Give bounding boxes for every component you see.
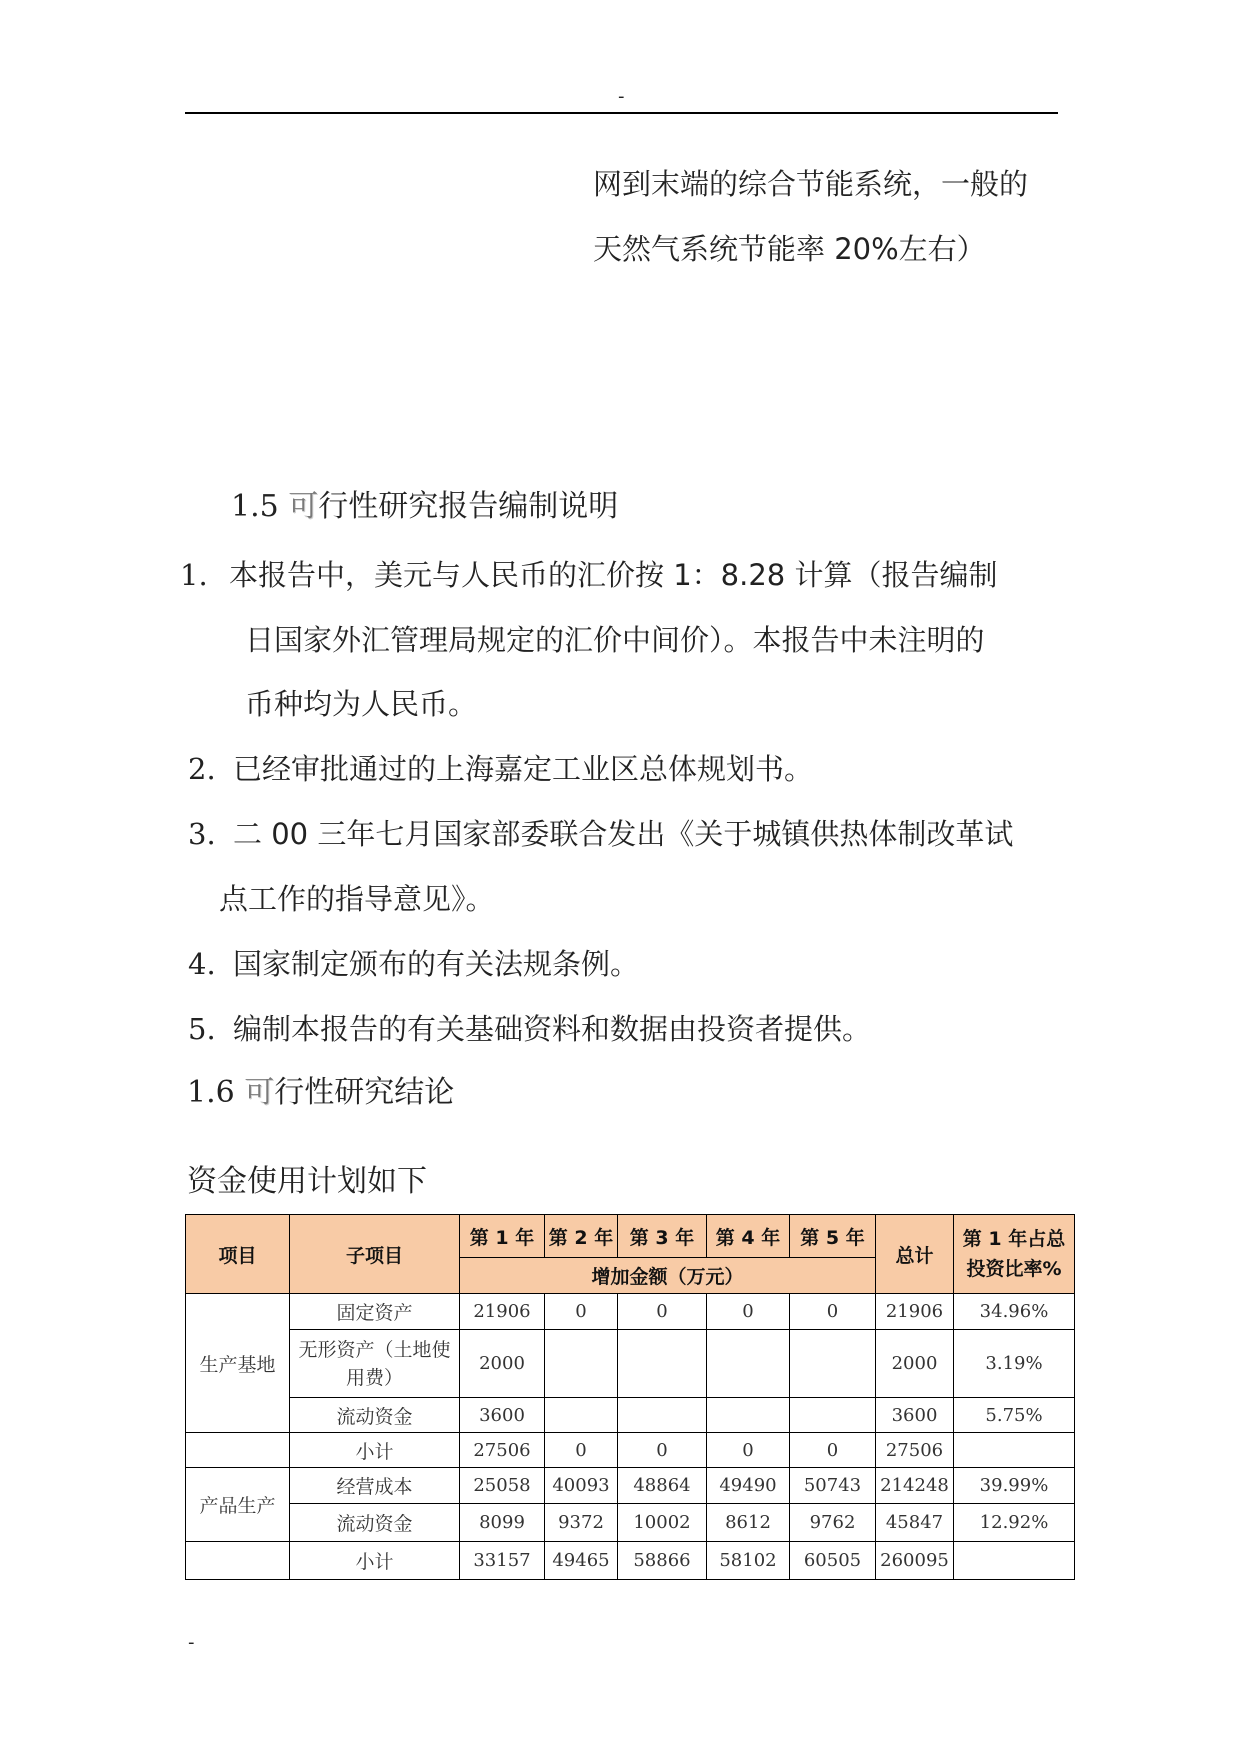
list-number-1: 1.: [180, 558, 208, 592]
list-number-3: 3.: [188, 817, 216, 851]
group-product-production: 产品生产: [186, 1468, 290, 1542]
subitem-cell: 小计: [290, 1433, 460, 1468]
total-cell: 260095: [876, 1542, 954, 1580]
value-cell: 27506: [460, 1433, 545, 1468]
value-cell: 0: [618, 1294, 707, 1330]
table-row: [186, 1330, 1075, 1398]
list-item-1-line-3: 币种均为人民币。: [245, 687, 478, 721]
subitem-cell: 流动资金: [290, 1398, 460, 1433]
value-cell: [545, 1398, 618, 1433]
table-row: [186, 1294, 1075, 1330]
list-number-4: 4.: [188, 947, 216, 981]
list-item-1-line-2: 日国家外汇管理局规定的汇价中间价）。本报告中未注明的: [245, 623, 985, 657]
section-title: 行性研究结论: [274, 1075, 455, 1110]
value-cell: 60505: [790, 1542, 876, 1580]
value-cell: [707, 1398, 790, 1433]
value-cell: 8612: [707, 1504, 790, 1542]
header-item: 项目: [186, 1215, 290, 1294]
ratio-cell: [954, 1542, 1075, 1580]
table-row: [186, 1504, 1075, 1542]
value-cell: [790, 1398, 876, 1433]
list-item-3-line-1: 二 00 三年七月国家部委联合发出《关于城镇供热体制改革试: [233, 817, 1014, 851]
header-ratio: [954, 1215, 1075, 1294]
value-cell: 0: [707, 1433, 790, 1468]
value-cell: 58102: [707, 1542, 790, 1580]
header-year-3: 第 3 年: [618, 1215, 707, 1258]
list-item-2-line-1: 已经审批通过的上海嘉定工业区总体规划书。: [233, 752, 814, 786]
value-cell: 10002: [618, 1504, 707, 1542]
value-cell: 0: [790, 1433, 876, 1468]
total-cell: 45847: [876, 1504, 954, 1542]
total-cell: 21906: [876, 1294, 954, 1330]
continuation-line-1: 网到末端的综合节能系统，一般的: [593, 167, 1029, 201]
value-cell: 9372: [545, 1504, 618, 1542]
group-production-base: 生产基地: [186, 1294, 290, 1433]
list-item-4-line-1: 国家制定颁布的有关法规条例。: [233, 947, 640, 981]
header-subitem: 子项目: [290, 1215, 460, 1294]
value-cell: 0: [707, 1294, 790, 1330]
list-item-1-line-1: 本报告中，美元与人民币的汇价按 1：8.28 计算（报告编制: [229, 558, 998, 592]
subitem-cell: [290, 1330, 460, 1398]
total-cell: 214248: [876, 1468, 954, 1504]
section-number: 1.5: [231, 489, 279, 524]
section-number: 1.6: [187, 1075, 235, 1110]
table-row: [186, 1398, 1075, 1433]
table-row: [186, 1542, 1075, 1580]
fund-usage-table: [185, 1214, 1075, 1580]
total-cell: 27506: [876, 1433, 954, 1468]
section-1-6-heading: [187, 1073, 454, 1113]
value-cell: 58866: [618, 1542, 707, 1580]
table-row: [186, 1433, 1075, 1468]
ratio-cell: 34.96%: [954, 1294, 1075, 1330]
value-cell: 49465: [545, 1542, 618, 1580]
value-cell: 0: [545, 1433, 618, 1468]
value-cell: [790, 1330, 876, 1398]
value-cell: 0: [545, 1294, 618, 1330]
list-number-2: 2.: [188, 752, 216, 786]
header-unit: 增加金额（万元）: [460, 1258, 876, 1294]
value-cell: 49490: [707, 1468, 790, 1504]
header-ratio-line-1: 第 1 年占总: [962, 1228, 1066, 1250]
ratio-cell: 12.92%: [954, 1504, 1075, 1542]
table-row: [186, 1468, 1075, 1504]
value-cell: 2000: [460, 1330, 545, 1398]
section-ke-char: 可: [244, 1075, 275, 1110]
subitem-cell: 小计: [290, 1542, 460, 1580]
value-cell: [618, 1398, 707, 1433]
value-cell: 48864: [618, 1468, 707, 1504]
header-year-4: 第 4 年: [707, 1215, 790, 1258]
group-empty: [186, 1433, 290, 1468]
footer-mark: -: [188, 1632, 195, 1653]
value-cell: [618, 1330, 707, 1398]
group-empty: [186, 1542, 290, 1580]
header-mark: -: [618, 86, 625, 107]
value-cell: 33157: [460, 1542, 545, 1580]
value-cell: 25058: [460, 1468, 545, 1504]
value-cell: [707, 1330, 790, 1398]
value-cell: 9762: [790, 1504, 876, 1542]
subitem-line-2: 用费）: [345, 1366, 403, 1389]
ratio-cell: 3.19%: [954, 1330, 1075, 1398]
value-cell: 40093: [545, 1468, 618, 1504]
continuation-line-2: 天然气系统节能率 20%左右）: [593, 232, 986, 266]
list-number-5: 5.: [188, 1012, 216, 1046]
value-cell: 0: [790, 1294, 876, 1330]
header-total: 总计: [876, 1215, 954, 1294]
value-cell: 8099: [460, 1504, 545, 1542]
ratio-cell: 5.75%: [954, 1398, 1075, 1433]
header-rule: [185, 112, 1058, 114]
subitem-cell: 固定资产: [290, 1294, 460, 1330]
ratio-cell: [954, 1433, 1075, 1468]
header-ratio-line-2: 投资比率%: [966, 1258, 1062, 1280]
value-cell: 21906: [460, 1294, 545, 1330]
header-year-1: 第 1 年: [460, 1215, 545, 1258]
section-title: 行性研究报告编制说明: [318, 489, 619, 524]
total-cell: 3600: [876, 1398, 954, 1433]
subitem-line-1: 无形资产（土地使: [298, 1338, 451, 1361]
value-cell: 50743: [790, 1468, 876, 1504]
subitem-cell: 经营成本: [290, 1468, 460, 1504]
header-year-5: 第 5 年: [790, 1215, 876, 1258]
subitem-cell: 流动资金: [290, 1504, 460, 1542]
value-cell: [545, 1330, 618, 1398]
table-caption: 资金使用计划如下: [187, 1164, 427, 1199]
list-item-3-line-2: 点工作的指导意见》。: [219, 882, 495, 916]
ratio-cell: 39.99%: [954, 1468, 1075, 1504]
section-1-5-heading: [231, 487, 618, 527]
header-year-2: 第 2 年: [545, 1215, 618, 1258]
list-item-5-line-1: 编制本报告的有关基础资料和数据由投资者提供。: [233, 1012, 872, 1046]
value-cell: 3600: [460, 1398, 545, 1433]
section-ke-char: 可: [288, 489, 319, 524]
total-cell: 2000: [876, 1330, 954, 1398]
value-cell: 0: [618, 1433, 707, 1468]
